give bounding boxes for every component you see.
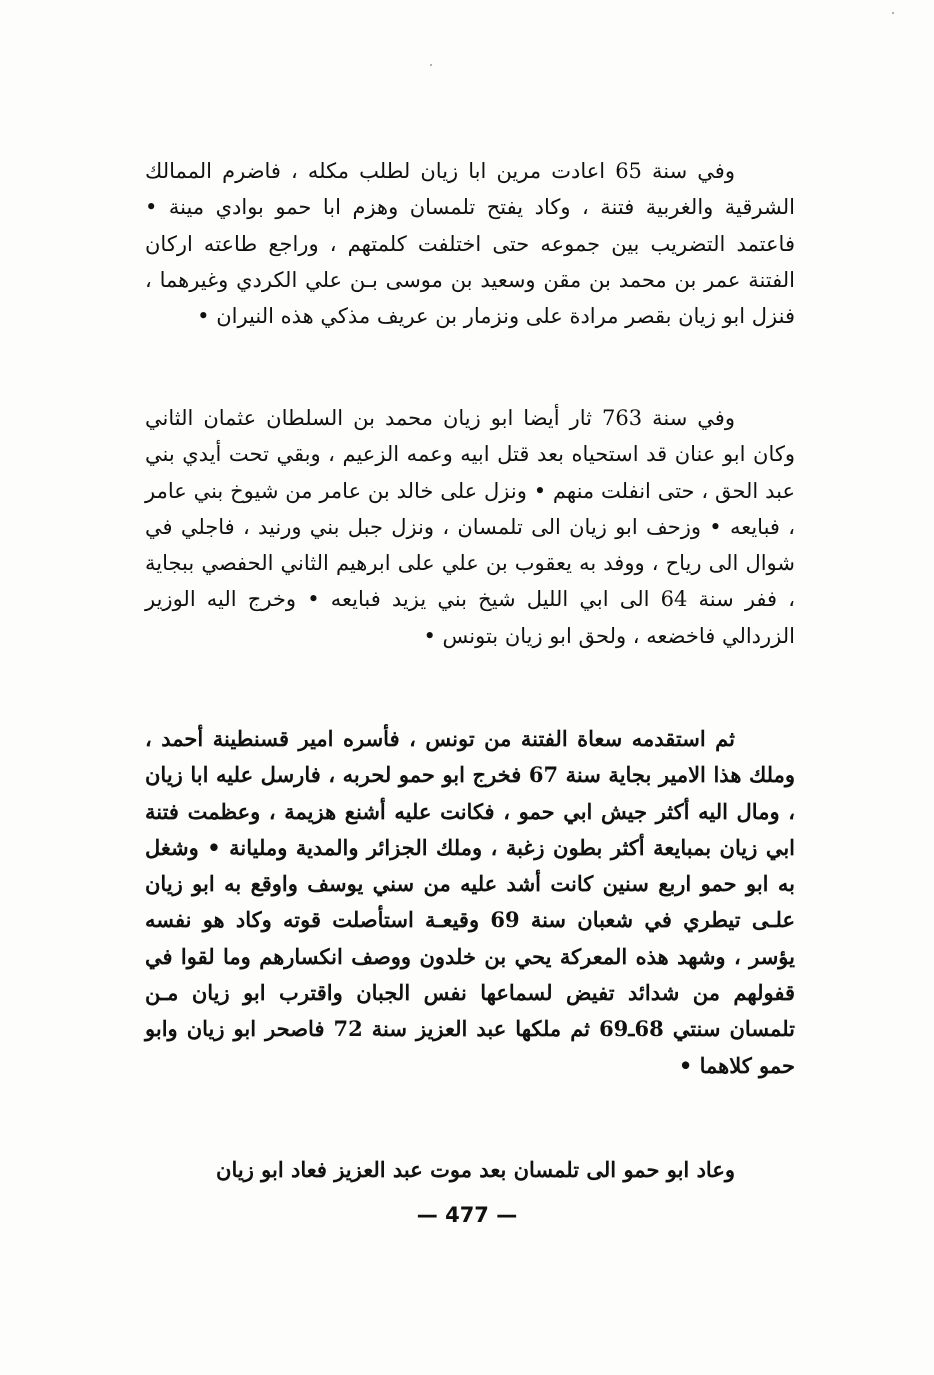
paragraph-3: ثم استقدمه سعاة الفتنة من تونس ، فأسره امير قسنطينة أحمد ، وملك هذا الامير بجاية سنة 67 فخرج ابو حمو لحربه ، فارسل عليه ابا زيان ، ومال اليه أكثر جيش ابي حمو ، فكانت عليه أشنع هزيمة ، وعظمت فتنة ابي زيان بمبايعة أكثر بطون زغبة ، وملك الجزائر والمدية ومليانة • وشغل به ابو حمو اربع سنين كانت أشد عليه من سني يوسف واوقع به ابو زيان علـى تيطري في شعبان سنة 69 وقيعـة استأصلت قوته وكاد هو نفسه يؤسر ، وشهد هذه المعركة يحي بن خلدون ووصف انكسارهم وما لقوا في قفولهم من شدائد تفيض لسماعها نفس الجبان واقترب ابو زيان مـن تلمسان سنتي 68ـ69 ثم ملكها عبد العزيز سنة 72 فاصحر ابو زيان وابو حمو كلاهما •: [145, 726, 796, 1078]
paragraph-1: وفي سنة 65 اعادت مرين ابا زيان لطلب مكله ، فاضرم الممالك الشرقية والغربية فتنة ، وكاد يفتح تلمسان وهزم ابا حمو بوادي مينة • فاعتمد التضريب بين جموعه حتى اختلفت كلمتهم ، وراجع طاعته اركان الفتنة عمر بن محمد بن مقن وسعيد بن موسى بـن علي الكردي وغيرهما ، فنزل ابو زيان بقصر مرادة على ونزمار بن عريف مذكي هذه النيران •: [145, 159, 795, 329]
paper-speck: [430, 64, 432, 66]
page-number: — 477 —: [416, 1203, 518, 1227]
paragraph-2: وفي سنة 763 ثار أيضا ابو زيان محمد بن السلطان عثمان الثاني وكان ابو عنان قد استحياه بعد قتل ابيه وعمه الزعيم ، وبقي تحت أيدي بني عبد الحق ، حتى انفلت منهم • ونزل على خالد بن عامر من شيوخ بني عامر ، فبايعه • وزحف ابو زيان الى تلمسان ، ونزل جبل بني ورنيد ، فاجلي في شوال الى رياح ، ووفد به يعقوب بن علي على ابرهيم الثاني الحفصي ببجاية ، ففر سنة 64 الى ابي الليل شيخ بني يزيد فبايعه • وخرج اليه الوزير الزردالي فاخضعه ، ولحق ابو زيان بتونس •: [145, 406, 796, 648]
paper-speck: [892, 12, 894, 14]
paragraph-4: وعاد ابو حمو الى تلمسان بعد موت عبد العزيز فعاد ابو زيان: [216, 1157, 735, 1182]
